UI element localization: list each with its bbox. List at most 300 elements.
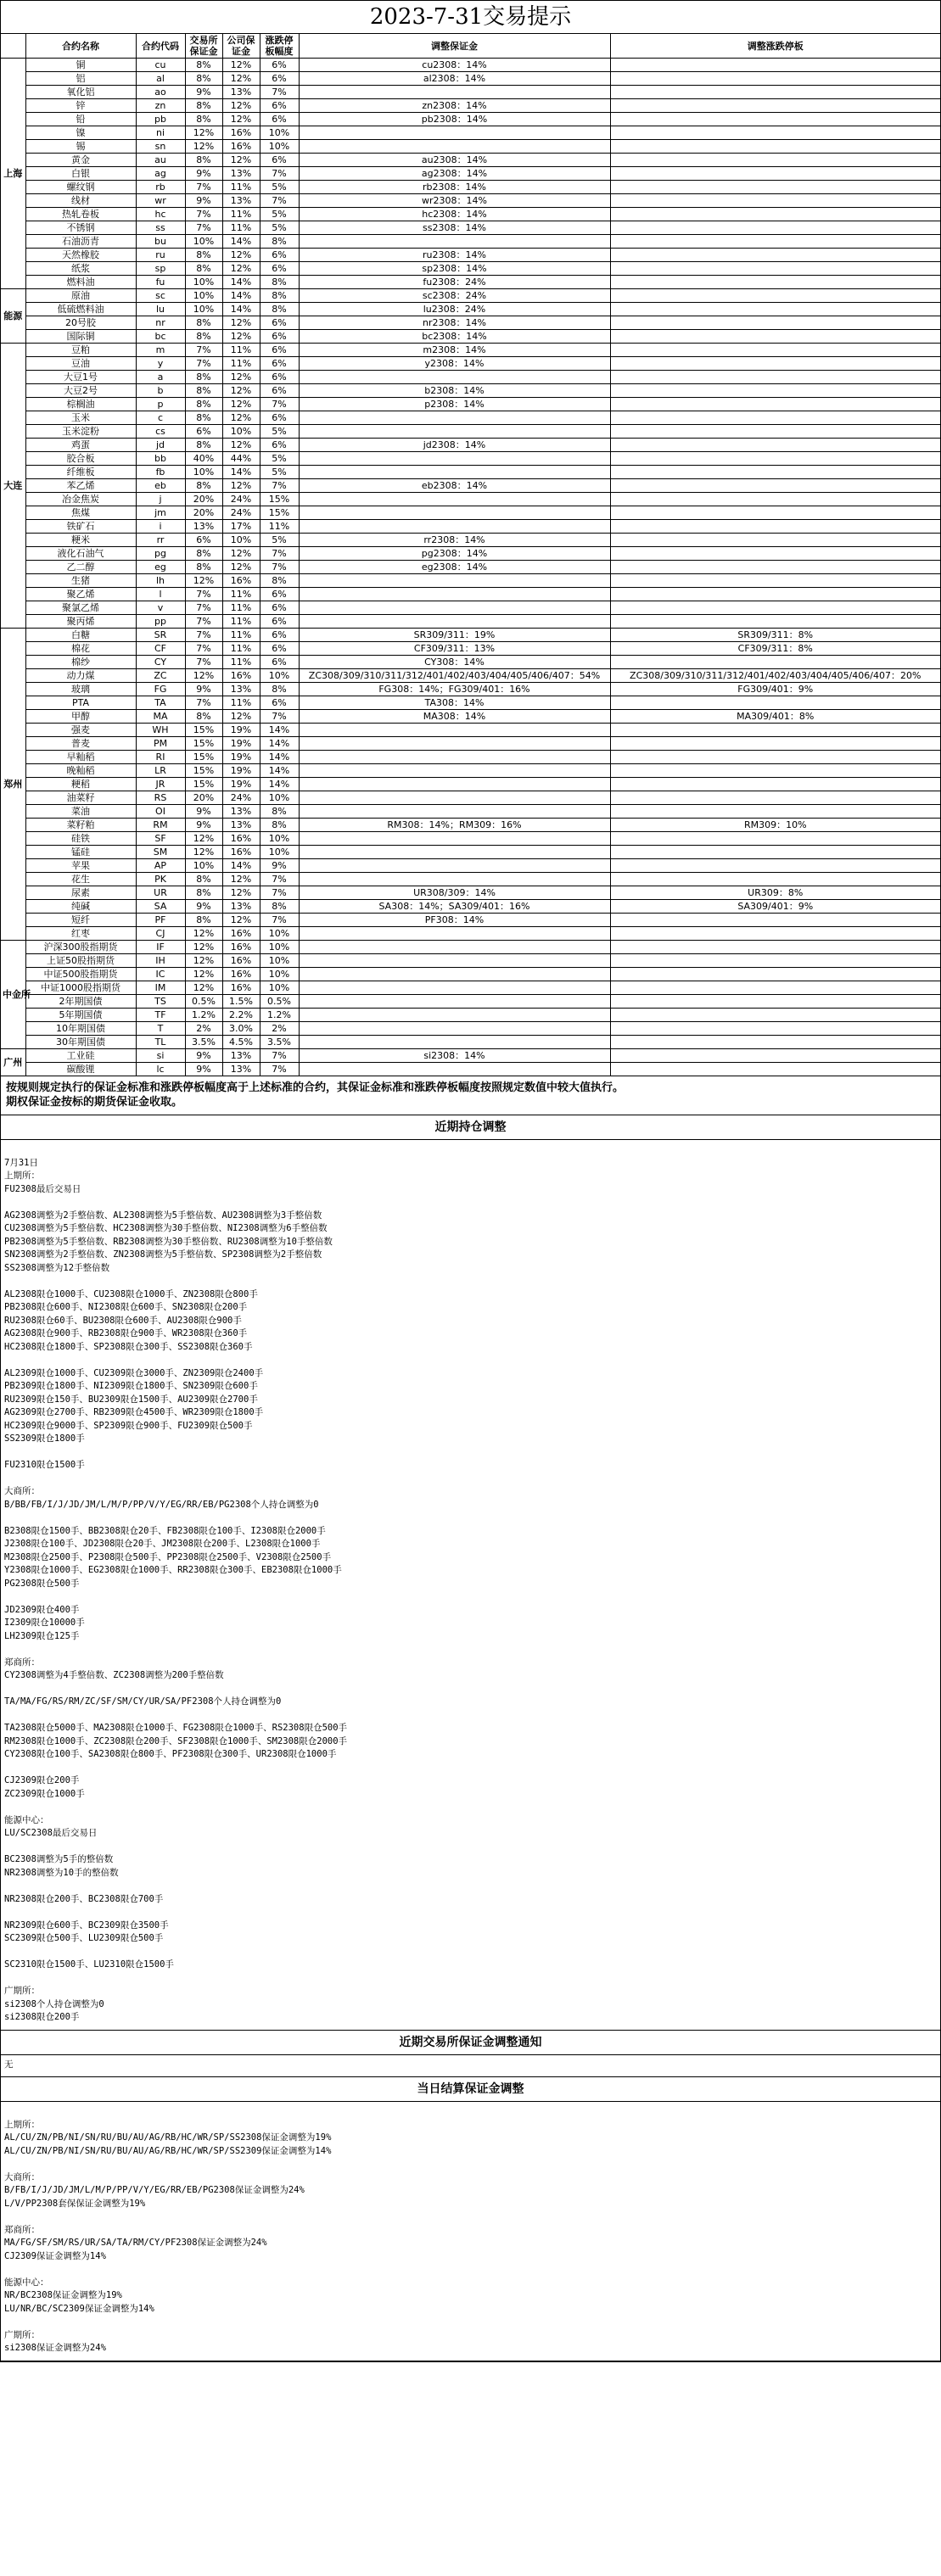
section-body [1,2055,940,2078]
company-margin-cell: 11% [222,181,260,194]
contract-code-cell: SR [136,629,185,642]
exchange-margin-cell: 20% [185,791,222,805]
adjusted-margin-cell: ag2308：14% [299,167,610,181]
section-line: TA2308限仓5000手、MA2308限仓1000手、FG2308限仓1000手、RS2308限仓500手 [4,1723,348,1733]
contract-name-cell: 玉米 [25,411,136,425]
exchange-margin-cell: 8% [185,72,222,86]
exchange-margin-cell: 10% [185,303,222,316]
section-line: SC2309限仓500手、LU2309限仓500手 [4,1933,164,1943]
adjusted-margin-cell: CY308：14% [299,656,610,669]
section-line [4,1946,937,1959]
contract-name-cell: 生猪 [25,574,136,588]
table-row [1,778,940,791]
table-row [1,371,940,384]
contract-code-cell: PF [136,914,185,927]
table-row [1,208,940,221]
table-row [1,534,940,547]
contract-code-cell: T [136,1022,185,1036]
adjusted-limit-cell [610,873,940,886]
adjusted-margin-cell: pg2308：14% [299,547,610,561]
adjusted-margin-cell [299,968,610,981]
company-margin-cell: 10% [222,534,260,547]
adjusted-margin-cell: ss2308：14% [299,221,610,235]
exchange-margin-cell: 2% [185,1022,222,1036]
adjusted-margin-cell [299,954,610,968]
exchange-margin-cell: 8% [185,398,222,411]
table-row [1,249,940,262]
contract-name-cell: 工业硅 [25,1049,136,1063]
adjusted-margin-cell: m2308：14% [299,344,610,357]
price-limit-cell: 6% [260,154,299,167]
adjusted-margin-cell [299,832,610,846]
company-margin-cell: 13% [222,805,260,819]
section-line [4,1196,937,1210]
company-margin-cell: 12% [222,547,260,561]
table-row [1,276,940,289]
exchange-margin-cell: 7% [185,696,222,710]
contract-code-cell: CY [136,656,185,669]
section-line: B2308限仓1500手、BB2308限仓20手、FB2308限仓100手、I2308限仓2000手 [4,1525,326,1536]
price-limit-cell: 10% [260,981,299,995]
table-row [1,968,940,981]
company-margin-cell: 16% [222,927,260,941]
adjusted-limit-cell [610,330,940,344]
contract-name-cell: 低硫燃料油 [25,303,136,316]
table-row [1,86,940,99]
adjusted-limit-cell: RM309：10% [610,819,940,832]
adjusted-limit-cell [610,466,940,479]
adjusted-limit-cell [610,927,940,941]
section-line [4,1275,937,1288]
contract-name-cell: 螺纹钢 [25,181,136,194]
exchange-margin-cell: 15% [185,778,222,791]
adjusted-limit-cell [610,249,940,262]
section-line: 能源中心： [4,1814,49,1825]
table-row [1,439,940,452]
table-row [1,466,940,479]
price-limit-cell: 5% [260,452,299,466]
price-limit-cell: 7% [260,886,299,900]
contract-code-cell: PM [136,737,185,751]
exchange-margin-cell: 6% [185,534,222,547]
company-margin-cell: 19% [222,764,260,778]
exchange-margin-cell: 8% [185,561,222,574]
price-limit-cell: 11% [260,520,299,534]
price-limit-cell: 8% [260,289,299,303]
adjusted-margin-cell [299,737,610,751]
company-margin-cell: 2.2% [222,1009,260,1022]
exchange-margin-cell: 9% [185,86,222,99]
table-row [1,72,940,86]
adjusted-margin-cell [299,846,610,859]
section-line: 无 [4,2059,14,2070]
exchange-margin-cell: 8% [185,113,222,126]
table-row [1,751,940,764]
section-line: JD2309限仓400手 [4,1604,80,1615]
price-limit-cell: 6% [260,696,299,710]
table-row [1,344,940,357]
company-margin-cell: 19% [222,724,260,737]
section-line: 上期所： [4,1171,40,1181]
exchange-margin-cell: 10% [185,276,222,289]
section-line: B/FB/I/J/JD/JM/L/M/P/PP/V/Y/EG/RR/EB/PG2308保证金调整为24% [4,2185,305,2195]
exchange-margin-cell: 7% [185,208,222,221]
table-row [1,59,940,72]
company-margin-cell: 12% [222,154,260,167]
exchange-margin-cell: 12% [185,941,222,954]
adjusted-margin-cell: UR308/309：14% [299,886,610,900]
adjusted-margin-cell [299,411,610,425]
adjusted-limit-cell [610,588,940,601]
table-row [1,900,940,914]
price-limit-cell: 14% [260,764,299,778]
adjusted-limit-cell [610,954,940,968]
table-header-row [1,34,940,59]
price-limit-cell: 8% [260,805,299,819]
section-line: M2308限仓2500手、P2308限仓500手、PP2308限仓2500手、V2308限仓2500手 [4,1551,332,1562]
exchange-margin-cell: 10% [185,466,222,479]
section-line: 郑商所： [4,1657,40,1668]
price-limit-cell: 8% [260,574,299,588]
contract-name-cell: 豆油 [25,357,136,371]
contract-name-cell: 白银 [25,167,136,181]
company-margin-cell: 12% [222,59,260,72]
price-limit-cell: 10% [260,968,299,981]
contract-name-cell: 铁矿石 [25,520,136,534]
contract-code-cell: OI [136,805,185,819]
company-margin-cell: 16% [222,140,260,154]
table-row [1,181,940,194]
contract-name-cell: 燃料油 [25,276,136,289]
adjusted-margin-cell: TA308：14% [299,696,610,710]
adjusted-limit-cell [610,140,940,154]
page-title: 2023-7-31交易提示 [1,1,940,34]
contract-name-cell: 中证500股指期货 [25,968,136,981]
adjusted-margin-cell: SA308：14%；SA309/401：16% [299,900,610,914]
section-line: I2309限仓10000手 [4,1618,85,1628]
price-limit-cell: 7% [260,914,299,927]
contract-name-cell: 2年期国债 [25,995,136,1009]
exchange-name-cell: 中金所 [1,941,25,1049]
adjusted-margin-cell [299,778,610,791]
adjusted-limit-cell [610,656,940,669]
company-margin-cell: 16% [222,574,260,588]
contract-name-cell: 碳酸锂 [25,1063,136,1076]
contract-code-cell: SM [136,846,185,859]
price-limit-cell: 7% [260,167,299,181]
adjusted-limit-cell: FG309/401：9% [610,683,940,696]
adjusted-margin-cell: y2308：14% [299,357,610,371]
contract-code-cell: ZC [136,669,185,683]
adjusted-limit-cell [610,72,940,86]
adjusted-limit-cell [610,493,940,506]
exchange-margin-cell: 13% [185,520,222,534]
price-limit-cell: 8% [260,276,299,289]
contract-code-cell: l [136,588,185,601]
adjusted-margin-cell: eb2308：14% [299,479,610,493]
price-limit-cell: 7% [260,1049,299,1063]
company-margin-cell: 12% [222,914,260,927]
adjusted-margin-cell: SR309/311：19% [299,629,610,642]
price-limit-cell: 5% [260,534,299,547]
adjusted-margin-cell: rr2308：14% [299,534,610,547]
section-line: si2308限仓200手 [4,2012,80,2022]
table-row [1,710,940,724]
contract-code-cell: JR [136,778,185,791]
section-line: RM2308限仓1000手、ZC2308限仓200手、SF2308限仓1000手、SM2308限仓2000手 [4,1735,348,1746]
price-limit-cell: 10% [260,832,299,846]
table-row [1,113,940,126]
exchange-margin-cell: 9% [185,167,222,181]
exchange-margin-cell: 10% [185,289,222,303]
exchange-margin-cell: 12% [185,954,222,968]
contract-code-cell: SF [136,832,185,846]
price-limit-cell: 15% [260,493,299,506]
adjusted-margin-cell [299,751,610,764]
price-limit-cell: 7% [260,86,299,99]
adjusted-limit-cell [610,506,940,520]
adjusted-limit-cell [610,357,940,371]
adjusted-limit-cell: ZC308/309/310/311/312/401/402/403/404/405/406/407：20% [610,669,940,683]
contract-code-cell: lh [136,574,185,588]
table-row [1,1063,940,1076]
exchange-margin-cell: 7% [185,601,222,615]
exchange-margin-cell: 9% [185,194,222,208]
contract-name-cell: 玉米淀粉 [25,425,136,439]
company-margin-cell: 3.0% [222,1022,260,1036]
adjusted-margin-cell [299,805,610,819]
exchange-margin-cell: 1.2% [185,1009,222,1022]
price-limit-cell: 6% [260,72,299,86]
adjusted-margin-cell [299,995,610,1009]
price-limit-cell: 6% [260,588,299,601]
contract-code-cell: PK [136,873,185,886]
price-limit-cell: 14% [260,724,299,737]
price-limit-cell: 2% [260,1022,299,1036]
section-line: LU/NR/BC/SC2309保证金调整为14% [4,2303,154,2314]
contract-name-cell: 纯碱 [25,900,136,914]
section-line: 广期所： [4,1986,40,1996]
company-margin-cell: 12% [222,886,260,900]
section-title: 近期持仓调整 [1,1115,940,1140]
section-line: RU2308限仓60手、BU2308限仓600手、AU2308限仓900手 [4,1315,242,1326]
contract-name-cell: 5年期国债 [25,1009,136,1022]
exchange-margin-cell: 9% [185,819,222,832]
section-line: 大商所： [4,1486,40,1496]
header-contract-code: 合约代码 [136,34,185,59]
price-limit-cell: 6% [260,615,299,629]
contract-name-cell: 10年期国债 [25,1022,136,1036]
contract-name-cell: 粳稻 [25,778,136,791]
company-margin-cell: 17% [222,520,260,534]
adjusted-limit-cell: SR309/311：8% [610,629,940,642]
company-margin-cell: 11% [222,601,260,615]
price-limit-cell: 7% [260,547,299,561]
section-line: AG2309限仓2700手、RB2309限仓4500手、WR2309限仓1800手 [4,1407,264,1417]
contract-code-cell: hc [136,208,185,221]
adjusted-margin-cell [299,981,610,995]
adjusted-limit-cell [610,751,940,764]
contract-name-cell: 硅铁 [25,832,136,846]
contract-code-cell: lc [136,1063,185,1076]
company-margin-cell: 12% [222,249,260,262]
adjusted-margin-cell: zn2308：14% [299,99,610,113]
table-row [1,941,940,954]
adjusted-margin-cell: eg2308：14% [299,561,610,574]
adjusted-limit-cell [610,86,940,99]
price-limit-cell: 7% [260,479,299,493]
section-line: AL2308限仓1000手、CU2308限仓1000手、ZN2308限仓800手 [4,1288,258,1299]
adjusted-limit-cell [610,276,940,289]
contract-name-cell: 纸浆 [25,262,136,276]
section-line: 7月31日 [4,1157,38,1168]
exchange-margin-cell: 0.5% [185,995,222,1009]
price-limit-cell: 5% [260,221,299,235]
contract-code-cell: ru [136,249,185,262]
contract-name-cell: 油菜籽 [25,791,136,805]
adjusted-margin-cell: cu2308：14% [299,59,610,72]
contract-code-cell: jd [136,439,185,452]
price-limit-cell: 6% [260,99,299,113]
section-line: NR/BC2308保证金调整为19% [4,2290,122,2300]
adjusted-limit-cell [610,846,940,859]
rule-note [1,1076,940,1115]
header-adjusted-margin: 调整保证金 [299,34,610,59]
price-limit-cell: 3.5% [260,1036,299,1049]
adjusted-margin-cell [299,452,610,466]
contract-code-cell: RM [136,819,185,832]
adjusted-margin-cell: ru2308：14% [299,249,610,262]
exchange-name-cell: 郑州 [1,629,25,941]
company-margin-cell: 14% [222,303,260,316]
section-body [1,2102,940,2361]
exchange-margin-cell: 8% [185,886,222,900]
section-body [1,1140,940,2031]
contract-name-cell: 鸡蛋 [25,439,136,452]
contract-name-cell: 液化石油气 [25,547,136,561]
adjusted-limit-cell [610,1009,940,1022]
section-line [4,2210,937,2224]
price-limit-cell: 9% [260,859,299,873]
exchange-margin-cell: 12% [185,574,222,588]
company-margin-cell: 16% [222,846,260,859]
adjusted-limit-cell [610,547,940,561]
exchange-margin-cell: 15% [185,751,222,764]
section-line: RU2309限仓150手、BU2309限仓1500手、AU2309限仓2700手 [4,1394,258,1405]
settlement-margin-section [1,2077,940,2361]
header-adjusted-limit: 调整涨跌停板 [610,34,940,59]
company-margin-cell: 19% [222,737,260,751]
exchange-margin-cell: 7% [185,588,222,601]
table-row [1,642,940,656]
company-margin-cell: 12% [222,99,260,113]
company-margin-cell: 12% [222,384,260,398]
contract-name-cell: 白糖 [25,629,136,642]
adjusted-limit-cell [610,914,940,927]
adjusted-margin-cell: sc2308：24% [299,289,610,303]
table-row [1,886,940,900]
contract-name-cell: 动力煤 [25,669,136,683]
exchange-margin-cell: 8% [185,411,222,425]
contract-name-cell: 热轧卷板 [25,208,136,221]
contract-code-cell: IF [136,941,185,954]
adjusted-margin-cell: ZC308/309/310/311/312/401/402/403/404/405/406/407：54% [299,669,610,683]
company-margin-cell: 16% [222,981,260,995]
company-margin-cell: 16% [222,669,260,683]
price-limit-cell: 6% [260,249,299,262]
price-limit-cell: 6% [260,113,299,126]
exchange-margin-cell: 8% [185,99,222,113]
price-limit-cell: 6% [260,439,299,452]
contract-code-cell: bb [136,452,185,466]
adjusted-margin-cell [299,235,610,249]
company-margin-cell: 12% [222,398,260,411]
table-row [1,262,940,276]
price-limit-cell: 6% [260,357,299,371]
adjusted-margin-cell: jd2308：14% [299,439,610,452]
table-row [1,981,940,995]
adjusted-limit-cell [610,167,940,181]
table-row [1,764,940,778]
notice-sections [1,1115,940,2361]
table-row [1,574,940,588]
adjusted-limit-cell [610,520,940,534]
contract-code-cell: sn [136,140,185,154]
company-margin-cell: 11% [222,344,260,357]
exchange-margin-cell: 12% [185,140,222,154]
company-margin-cell: 11% [222,642,260,656]
company-margin-cell: 13% [222,683,260,696]
contract-name-cell: 锰硅 [25,846,136,859]
contract-code-cell: ni [136,126,185,140]
section-line: L/V/PP2308套保保证金调整为19% [4,2198,146,2209]
contract-code-cell: j [136,493,185,506]
contract-name-cell: 普麦 [25,737,136,751]
contract-name-cell: PTA [25,696,136,710]
contract-code-cell: WH [136,724,185,737]
adjusted-margin-cell [299,601,610,615]
adjusted-limit-cell [610,194,940,208]
section-line: SS2309限仓1800手 [4,1433,85,1444]
contract-name-cell: 纤维板 [25,466,136,479]
contract-code-cell: eb [136,479,185,493]
company-margin-cell: 12% [222,710,260,724]
price-limit-cell: 6% [260,262,299,276]
adjusted-limit-cell [610,574,940,588]
contract-name-cell: 国际铜 [25,330,136,344]
contract-code-cell: TL [136,1036,185,1049]
section-line [4,1683,937,1696]
exchange-margin-cell: 8% [185,59,222,72]
adjusted-margin-cell [299,574,610,588]
exchange-margin-cell: 7% [185,642,222,656]
contract-code-cell: si [136,1049,185,1063]
exchange-margin-cell: 9% [185,683,222,696]
contract-name-cell: 锡 [25,140,136,154]
header-company-margin: 公司保证金 [222,34,260,59]
contract-name-cell: 锌 [25,99,136,113]
company-margin-cell: 12% [222,330,260,344]
adjusted-limit-cell [610,181,940,194]
table-row [1,506,940,520]
adjusted-limit-cell [610,791,940,805]
company-margin-cell: 11% [222,629,260,642]
price-limit-cell: 10% [260,140,299,154]
exchange-margin-cell: 8% [185,330,222,344]
exchange-margin-cell: 8% [185,439,222,452]
adjusted-limit-cell: UR309：8% [610,886,940,900]
adjusted-limit-cell [610,479,940,493]
